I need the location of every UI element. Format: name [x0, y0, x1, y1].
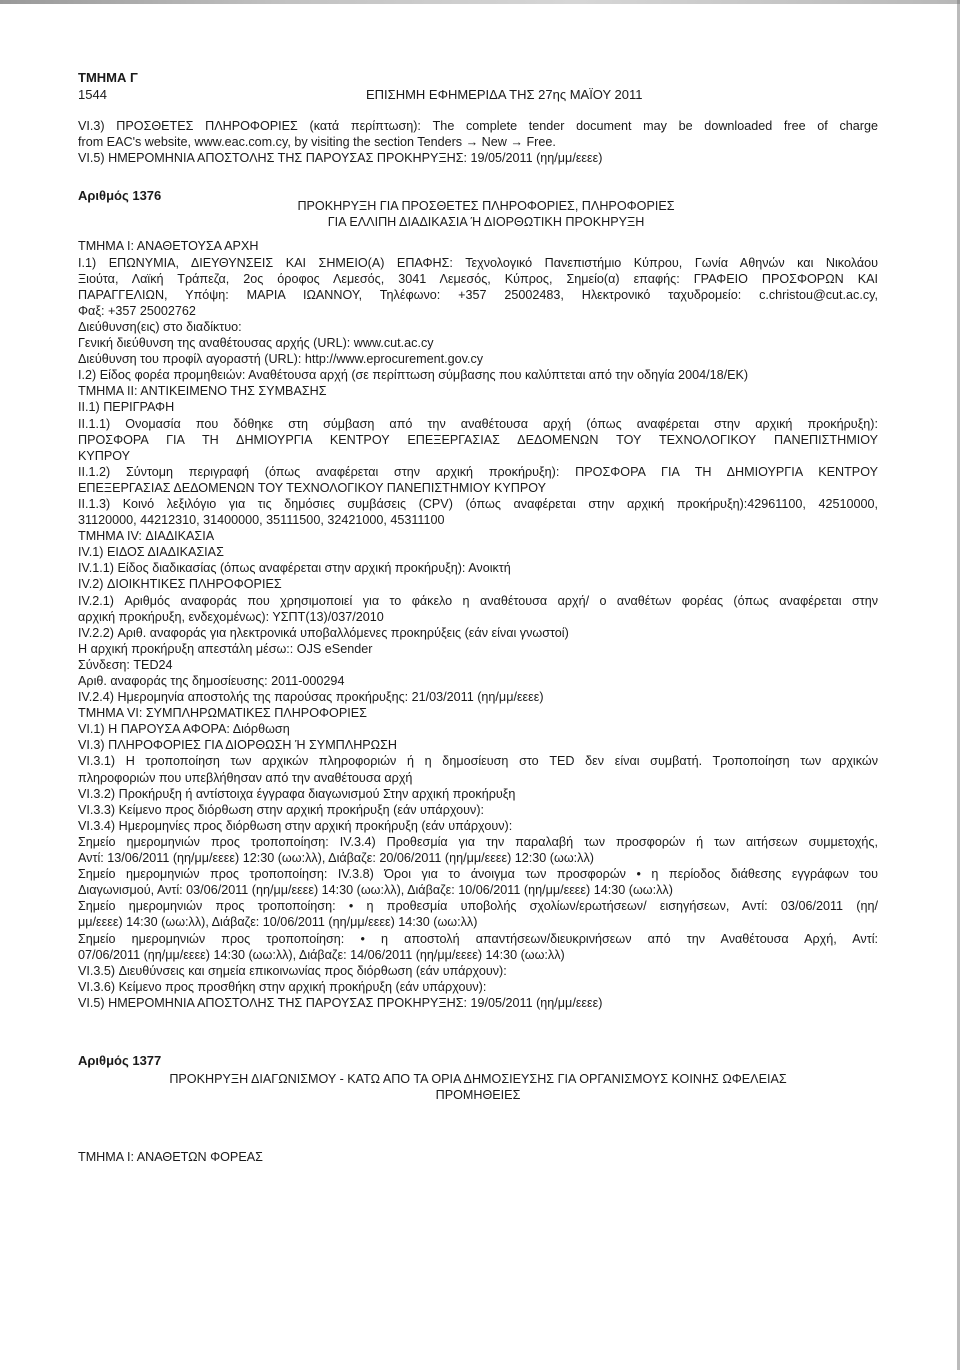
text-line: VI.3) ΠΛΗΡΟΦΟΡΙΕΣ ΓΙΑ ΔΙΟΡΘΩΣΗ Ή ΣΥΜΠΛΗΡΩΣΗ — [78, 738, 397, 753]
title-line: ΠΡΟΚΗΡΥΞΗ ΔΙΑΓΩΝΙΣΜΟΥ - ΚΑΤΩ ΑΠΟ ΤΑ ΟΡΙΑ ΔΗΜΟΣΙΕΥΣΗΣ ΓΙΑ ΟΡΓΑΝΙΣΜΟΥΣ ΚΟΙΝΗΣ ΩΦΕΛΕΙΑΣ — [169, 1071, 787, 1086]
section-heading: ΤΜΗΜΑ Γ — [78, 70, 138, 85]
text-line: Φαξ: +357 25002762 — [78, 303, 196, 318]
notice-number: Αριθμός 1376 — [78, 188, 162, 204]
text-line: Διεύθυνση του προφίλ αγοραστή (URL): http://www.eprocurement.gov.cy — [78, 352, 484, 367]
text-line: Αντί: 13/06/2011 (ηη/μμ/εεεε) 12:30 (ωω:λλ), Διάβαζε: 20/06/2011 (ηη/μμ/εεεε) 12:30 (ωω:λλ) — [78, 851, 594, 866]
scan-top-edge — [0, 0, 960, 4]
text-line: ΙΙ.1.3) Κοινό λεξιλόγιο για τις δημόσιες συμβάσεις (CPV) (όπως αναφέρεται στην αρχική προκήρυξη):42961100, 42510000, — [78, 496, 878, 511]
notice-title — [78, 1071, 878, 1103]
text-line: Σύνδεση: TED24 — [78, 657, 173, 672]
text-line: VI.5) ΗΜΕΡΟΜΗΝΙΑ ΑΠΟΣΤΟΛΗΣ ΤΗΣ ΠΑΡΟΥΣΑΣ ΠΡΟΚΗΡΥΞΗΣ: 19/05/2011 (ηη/μμ/εεεε) — [78, 995, 603, 1010]
section-line: ΤΜΗΜΑ Ι: ΑΝΑΘΕΤΩΝ ΦΟΡΕΑΣ — [78, 1150, 263, 1165]
text-line: 31120000, 44212310, 31400000, 35111500, 32421000, 45311100 — [78, 513, 445, 528]
text-line: ΠΡΟΣΦΟΡΑ ΓΙΑ ΤΗ ΔΗΜΙΟΥΡΓΙΑ ΚΕΝΤΡΟΥ ΕΠΕΞΕΡΓΑΣΙΑΣ ΔΕΔΟΜΕΝΩΝ ΤΟΥ ΤΕΧΝΟΛΟΓΙΚΟΥ ΠΑΝΕΠΙΣΤΗΜΙΟΥ — [78, 432, 878, 447]
text-line: VI.5) ΗΜΕΡΟΜΗΝΙΑ ΑΠΟΣΤΟΛΗΣ ΤΗΣ ΠΑΡΟΥΣΑΣ ΠΡΟΚΗΡΥΞΗΣ: 19/05/2011 (ηη/μμ/εεεε) — [78, 151, 603, 166]
text-line: Διεύθυνση(εις) στο διαδίκτυο: — [78, 319, 242, 334]
text-line: Ι.1) ΕΠΩΝΥΜΙΑ, ΔΙΕΥΘΥΝΣΕΙΣ ΚΑΙ ΣΗΜΕΙΟ(Α) ΕΠΑΦΗΣ: Τεχνολογικό Πανεπιστήμιο Κύπρου, Γωνία Αθηνών και Νικολάου — [78, 255, 878, 270]
previous-notice-tail — [78, 118, 878, 166]
text-line: Ι.2) Είδος φορέα προμηθειών: Αναθέτουσα αρχή (σε περίπτωση σύμβασης που καλύπτεται από την οδηγία 2004/18/ΕΚ) — [78, 368, 749, 383]
title-line: ΠΡΟΜΗΘΕΙΕΣ — [435, 1088, 521, 1103]
text-line: 07/06/2011 (ηη/μμ/εεεε) 14:30 (ωω:λλ), Διάβαζε: 14/06/2011 (ηη/μμ/εεεε) 14:30 (ωω:λλ) — [78, 947, 565, 962]
text-line: VI.3) ΠΡΟΣΘΕΤΕΣ ΠΛΗΡΟΦΟΡΙΕΣ (κατά περίπτωση): The complete tender document may be downloaded free of charge — [78, 119, 878, 133]
text-line: ΤΜΗΜΑ VI: ΣΥΜΠΛΗΡΩΜΑΤΙΚΕΣ ΠΛΗΡΟΦΟΡΙΕΣ — [78, 706, 367, 721]
text-line: ΕΠΕΞΕΡΓΑΣΙΑΣ ΔΕΔΟΜΕΝΩΝ ΤΟΥ ΤΕΧΝΟΛΟΓΙΚΟΥ ΠΑΝΕΠΙΣΤΗΜΙΟΥ ΚΥΠΡΟΥ — [78, 480, 547, 495]
text-line: ΠΑΡΑΓΓΕΛΙΩΝ, Υπόψη: ΜΑΡΙΑ ΙΩΑΝΝΟΥ, Τηλέφωνο: +357 25002483, Ηλεκτρονικό ταχυδρομείο: c.christou@cut.ac.cy, — [78, 287, 878, 302]
text-line: ΤΜΗΜΑ IV: ΔΙΑΔΙΚΑΣΙΑ — [78, 529, 215, 544]
text-line: Γενική διεύθυνση της αναθέτουσας αρχής (URL): www.cut.ac.cy — [78, 336, 434, 351]
text-line: ΤΜΗΜΑ Ι: ΑΝΑΘΕΤΟΥΣΑ ΑΡΧΗ — [78, 239, 259, 254]
text-line: Σημείο ημερομηνιών προς τροποποίηση: IV.3.4) Προθεσμία για την παραλαβή των προσφορών ή των αιτήσεων συμμετοχής, — [78, 834, 878, 849]
text-line: VI.3.2) Προκήρυξη ή αντίστοιχα έγγραφα διαγωνισμού Στην αρχική προκήρυξη — [78, 786, 516, 801]
title-line: ΓΙΑ ΕΛΛΙΠΗ ΔΙΑΔΙΚΑΣΙΑ Ή ΔΙΟΡΘΩΤΙΚΗ ΠΡΟΚΗΡΥΞΗ — [327, 215, 645, 230]
text-line: VI.3.3) Κείμενο προς διόρθωση στην αρχική προκήρυξη (εάν υπάρχουν): — [78, 802, 485, 817]
text-line: ΤΜΗΜΑ ΙΙ: ΑΝΤΙΚΕΙΜΕΝΟ ΤΗΣ ΣΥΜΒΑΣΗΣ — [78, 384, 327, 399]
notice-1376 — [78, 188, 878, 1011]
text-line: ΚΥΠΡΟΥ — [78, 448, 131, 463]
text-line: Διαγωνισμού, Αντί: 03/06/2011 (ηη/μμ/εεεε) 14:30 (ωω:λλ), Διάβαζε: 10/06/2011 (ηη/μμ/εεεε) 14:30 (ωω:λλ) — [78, 883, 673, 898]
text-line: αρχική προκήρυξη, ενδεχομένως): ΥΣΠΤ(13)/037/2010 — [78, 609, 384, 624]
text-line: VI.1) Η ΠΑΡΟΥΣΑ ΑΦΟΡΑ: Διόρθωση — [78, 722, 290, 737]
text-line: μμ/εεεε) 14:30 (ωω:λλ), Διάβαζε: 10/06/2011 (ηη/μμ/εεεε) 14:30 (ωω:λλ) — [78, 915, 478, 930]
text-line: VI.3.5) Διευθύνσεις και σημεία επικοινωνίας προς διόρθωση (εάν υπάρχουν): — [78, 963, 507, 978]
text-line: Σημείο ημερομηνιών προς τροποποίηση: IV.3.8) Όροι για το άνοιγμα των προσφορών • η περίοδος διάθεσης εγγράφων του — [78, 867, 878, 882]
text-line: Σημείο ημερομηνιών προς τροποποίηση: • η προθεσμία υποβολής σχολίων/ερωτήσεων/ εισηγήσεων, Αντί: 03/06/2011 (ηη/ — [78, 899, 878, 914]
text-line: IV.2) ΔΙΟΙΚΗΤΙΚΕΣ ΠΛΗΡΟΦΟΡΙΕΣ — [78, 577, 282, 592]
notice-body — [78, 238, 878, 1011]
journal-title: ΕΠΙΣΗΜΗ ΕΦΗΜΕΡΙΔΑ ΤΗΣ 27ης ΜΑΪΟΥ 2011 — [366, 87, 643, 102]
text-line: from EAC's website, www.eac.com.cy, by visiting the section Tenders → New → Free. — [78, 135, 556, 150]
document-page — [78, 70, 878, 1165]
text-line: πληροφοριών που υπεβλήθησαν από την αναθέτουσα αρχή — [78, 770, 413, 785]
text-line: Σημείο ημερομηνιών προς τροποποίηση: • η αποστολή απαντήσεων/διευκρινήσεων από την Αναθέτουσα Αρχή, Αντί: — [78, 931, 878, 946]
text-line: Ξιούτα, Λαϊκή Τράπεζα, 2ος όροφος Λεμεσός, 3041 Λεμεσός, Κύπρος, Σημείο(α) επαφής: ΓΡΑΦΕΙΟ ΠΡΟΣΦΟΡΩΝ ΚΑΙ — [78, 271, 878, 286]
text-line: VI.3.1) Η τροποποίηση των αρχικών πληροφοριών ή η δημοσίευση στο TED δεν είναι συμβατή. Τροποποίηση των αρχικών — [78, 754, 878, 769]
text-line: Η αρχική προκήρυξη απεστάλη μέσω:: OJS eSender — [78, 641, 373, 656]
text-line: VI.3.6) Κείμενο προς προσθήκη στην αρχική προκήρυξη (εάν υπάρχουν): — [78, 979, 487, 994]
text-line: ΙΙ.1.1) Ονομασία που δόθηκε στη σύμβαση από την αναθέτουσα αρχή (όπως αναφέρεται στην αρχική προκήρυξη): — [78, 416, 878, 431]
notice-title — [78, 198, 878, 230]
text-line: Αριθ. αναφοράς της δημοσίευσης: 2011-000294 — [78, 674, 345, 688]
page-number: 1544 — [78, 87, 107, 102]
text-line: IV.1.1) Είδος διαδικασίας (όπως αναφέρεται στην αρχική προκήρυξη): Ανοικτή — [78, 561, 511, 576]
text-line: VI.3.4) Ημερομηνίες προς διόρθωση στην αρχική προκήρυξη (εάν υπάρχουν): — [78, 818, 513, 833]
text-line: IV.1) ΕΙΔΟΣ ΔΙΑΔΙΚΑΣΙΑΣ — [78, 545, 224, 560]
notice-1377 — [78, 1053, 878, 1165]
text-line: ΙΙ.1.2) Σύντομη περιγραφή (όπως αναφέρεται στην αρχική προκήρυξη): ΠΡΟΣΦΟΡΑ ΓΙΑ ΤΗ ΔΗΜΙΟΥΡΓΙΑ ΚΕΝΤΡΟΥ — [78, 464, 878, 479]
text-line: ΙΙ.1) ΠΕΡΙΓΡΑΦΗ — [78, 400, 175, 415]
text-line: IV.2.4) Ημερομηνία αποστολής της παρούσας προκήρυξης: 21/03/2011 (ηη/μμ/εεεε) — [78, 690, 544, 705]
running-header — [78, 86, 878, 104]
text-line: IV.2.2) Αριθ. αναφοράς για ηλεκτρονικά υποβαλλόμενες προκηρύξεις (εάν είναι γνωστοί) — [78, 625, 569, 640]
notice-number: Αριθμός 1377 — [78, 1052, 162, 1068]
text-line: IV.2.1) Αριθμός αναφοράς που χρησιμοποιεί για το φάκελο η αναθέτουσα αρχή/ ο αναθέτων φορέας (όπως αναφέρεται στην — [78, 593, 878, 608]
title-line: ΠΡΟΚΗΡΥΞΗ ΓΙΑ ΠΡΟΣΘΕΤΕΣ ΠΛΗΡΟΦΟΡΙΕΣ, ΠΛΗΡΟΦΟΡΙΕΣ — [297, 199, 675, 214]
